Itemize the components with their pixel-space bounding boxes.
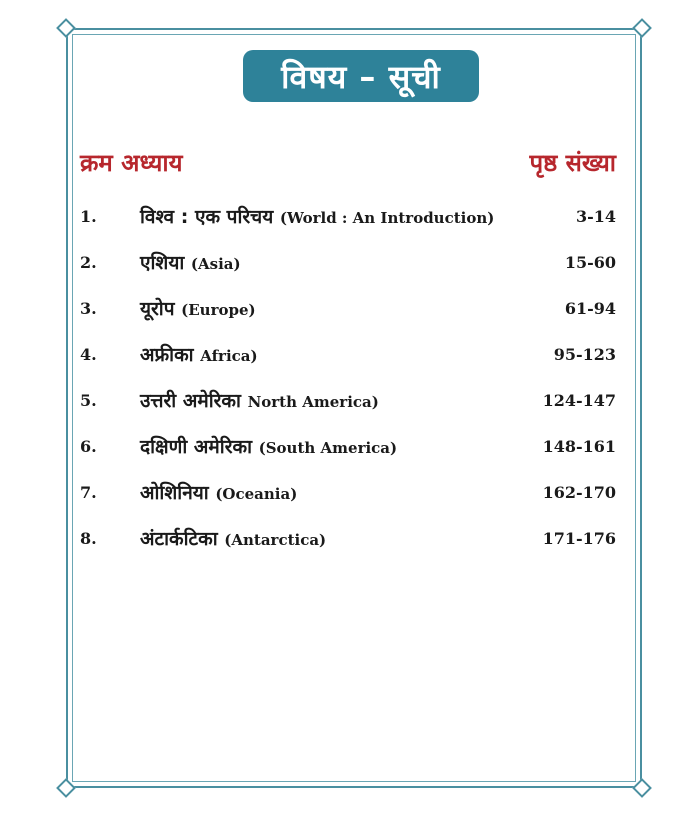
row-number: 2.	[80, 253, 97, 272]
chapter-title-hindi: विश्व : एक परिचय	[140, 206, 274, 228]
header-page-number: पृष्ठ संख्या	[529, 149, 616, 177]
chapter-title-english: (South America)	[258, 439, 398, 457]
chapter-title	[140, 295, 256, 321]
chapter-title	[140, 249, 241, 275]
chapter-title-hindi: उत्तरी अमेरिका	[140, 390, 241, 412]
chapter-title	[140, 203, 494, 229]
page-range: 171-176	[542, 529, 616, 548]
title-banner	[243, 50, 479, 102]
row-number: 8.	[80, 529, 97, 548]
page-range: 3-14	[575, 207, 616, 226]
page-range: 61-94	[564, 299, 616, 318]
chapter-title-english: North America)	[247, 393, 379, 411]
toc-row[interactable]	[80, 249, 616, 279]
page-range: 124-147	[542, 391, 616, 410]
chapter-title	[140, 433, 397, 459]
page-range: 95-123	[553, 345, 616, 364]
row-number: 4.	[80, 345, 97, 364]
chapter-title-hindi: एशिया	[140, 252, 185, 274]
chapter-title	[140, 341, 258, 367]
toc-row[interactable]	[80, 433, 616, 463]
chapter-title-english: (Asia)	[190, 255, 241, 273]
chapter-title-hindi: यूरोप	[140, 298, 175, 320]
row-number: 7.	[80, 483, 97, 502]
page-range: 162-170	[542, 483, 616, 502]
row-number: 3.	[80, 299, 97, 318]
row-number: 1.	[80, 207, 97, 226]
toc-row[interactable]	[80, 341, 616, 371]
chapter-title-hindi: दक्षिणी अमेरिका	[140, 436, 252, 458]
page-title: विषय – सूची	[281, 57, 441, 96]
chapter-title	[140, 387, 379, 413]
toc-row[interactable]	[80, 203, 616, 233]
page-range: 15-60	[564, 253, 616, 272]
chapter-title-english: (World : An Introduction)	[279, 209, 495, 227]
page-range: 148-161	[542, 437, 616, 456]
chapter-title-hindi: अफ्रीका	[140, 344, 194, 366]
chapter-title-english: (Antarctica)	[224, 531, 327, 549]
chapter-title-english: (Europe)	[181, 301, 256, 319]
chapter-title-english: (Oceania)	[215, 485, 298, 503]
toc-row[interactable]	[80, 525, 616, 555]
chapter-title-english: Africa)	[200, 347, 258, 365]
toc-row[interactable]	[80, 387, 616, 417]
row-number: 5.	[80, 391, 97, 410]
chapter-title	[140, 479, 297, 505]
header-chapter: क्रम अध्याय	[80, 149, 183, 177]
chapter-title-hindi: ओशिनिया	[140, 482, 209, 504]
toc-row[interactable]	[80, 295, 616, 325]
toc-row[interactable]	[80, 479, 616, 509]
chapter-title	[140, 525, 326, 551]
chapter-title-hindi: अंटार्कटिका	[140, 528, 218, 550]
row-number: 6.	[80, 437, 97, 456]
